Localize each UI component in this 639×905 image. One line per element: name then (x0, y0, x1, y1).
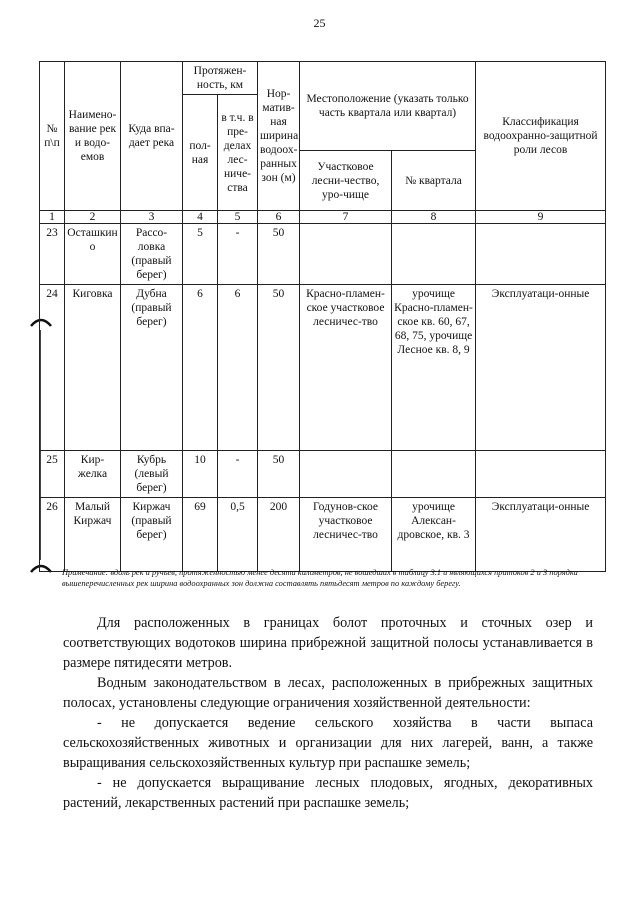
cell-name: Кир-желка (65, 451, 121, 498)
header-width: Нор-матив-ная ширина водоох-ранных зон (м) (258, 62, 300, 211)
table-row (40, 498, 606, 572)
column-number: 8 (392, 211, 476, 224)
cell-classification: Эксплуатаци-онные (476, 498, 606, 572)
cell-flows-into: Дубна (правый берег) (121, 285, 183, 451)
header-length-group: Протяжен-ность, км (183, 62, 258, 95)
cell-length-within: 0,5 (218, 498, 258, 572)
cell-quarter: урочище Красно-пламен-ское кв. 60, 67, 68, 75, урочище Лесное кв. 8, 9 (392, 285, 476, 451)
cell-length-within: - (218, 224, 258, 285)
cell-flows-into: Рассо-ловка (правый берег) (121, 224, 183, 285)
cell-forestry: Годунов-ское участковое лесничес-тво (300, 498, 392, 572)
cell-width: 200 (258, 498, 300, 572)
cell-quarter: урочище Алексан-дровское, кв. 3 (392, 498, 476, 572)
paragraph: - не допускается выращивание лесных плодовых, ягодных, декоративных растений, лекарственных растений при распашке земель; (63, 775, 593, 811)
column-number: 9 (476, 211, 606, 224)
cell-name: Осташкин о (65, 224, 121, 285)
header-num: № п\п (40, 62, 65, 211)
cell-length-total: 6 (183, 285, 218, 451)
cell-forestry (300, 224, 392, 285)
cell-quarter (392, 451, 476, 498)
cell-classification (476, 224, 606, 285)
cell-length-total: 69 (183, 498, 218, 572)
cell-classification: Эксплуатаци-онные (476, 285, 606, 451)
column-number: 7 (300, 211, 392, 224)
cell-width: 50 (258, 451, 300, 498)
cell-quarter (392, 224, 476, 285)
cell-length-within: 6 (218, 285, 258, 451)
table-row (40, 451, 606, 498)
cell-length-within: - (218, 451, 258, 498)
cell-width: 50 (258, 224, 300, 285)
table-note: Примечание: вдоль рек и ручьев, протяженностью менее десяти километров, не вошедших в таблицу 3.1 и являющихся притоков 2 и 3 порядка вышеперечисленных рек ширина водоохранных зон должна составлять пятьдесят метров по каждому берегу. (62, 568, 578, 588)
cell-forestry: Красно-пламен-ское участковое лесничес-тво (300, 285, 392, 451)
page-number: 25 (313, 16, 326, 30)
cell-num: 23 (40, 224, 65, 285)
paragraph: Для расположенных в границах болот проточных и сточных озер и соответствующих водотоков ширина прибрежной защитной полосы устанавливается в размере пятидесяти метров. (63, 615, 593, 671)
water-protection-zones-table (39, 61, 606, 572)
cell-num: 24 (40, 285, 65, 451)
header-classification: Классификация водоохранно-защитной роли лесов (476, 62, 606, 211)
header-location-forestry: Участковое лесни-чество, уро-чище (300, 151, 392, 211)
cell-num: 26 (40, 498, 65, 572)
body-text (63, 613, 593, 813)
paragraph: Водным законодательством в лесах, расположенных в прибрежных защитных полосах, установлены следующие ограничения хозяйственной деятельности: (63, 675, 593, 711)
cell-length-total: 5 (183, 224, 218, 285)
cell-flows-into: Кубрь (левый берег) (121, 451, 183, 498)
cell-length-total: 10 (183, 451, 218, 498)
cell-width: 50 (258, 285, 300, 451)
header-location-group: Местоположение (указать только часть квартала или квартал) (300, 62, 476, 151)
cell-name: Малый Киржач (65, 498, 121, 572)
column-number-row (40, 211, 606, 224)
cell-name: Киговка (65, 285, 121, 451)
column-number: 6 (258, 211, 300, 224)
column-number: 3 (121, 211, 183, 224)
header-length-within: в т.ч. в пре-делах лес-ниче-ства (218, 95, 258, 211)
cell-flows-into: Киржач (правый берег) (121, 498, 183, 572)
cell-num: 25 (40, 451, 65, 498)
cell-forestry (300, 451, 392, 498)
column-number: 1 (40, 211, 65, 224)
header-location-quarter: № квартала (392, 151, 476, 211)
header-name: Наимено-вание рек и водо-емов (65, 62, 121, 211)
header-flows-into: Куда впа-дает река (121, 62, 183, 211)
paragraph: - не допускается ведение сельского хозяйства в части выпаса сельскохозяйственных животных и организации для них лагерей, ванн, а также выращивания сельскохозяйственных культур при распашке земель; (63, 715, 593, 771)
table-row (40, 224, 606, 285)
table-row (40, 285, 606, 451)
column-number: 4 (183, 211, 218, 224)
column-number: 2 (65, 211, 121, 224)
cell-classification (476, 451, 606, 498)
header-length-total: пол-ная (183, 95, 218, 211)
column-number: 5 (218, 211, 258, 224)
